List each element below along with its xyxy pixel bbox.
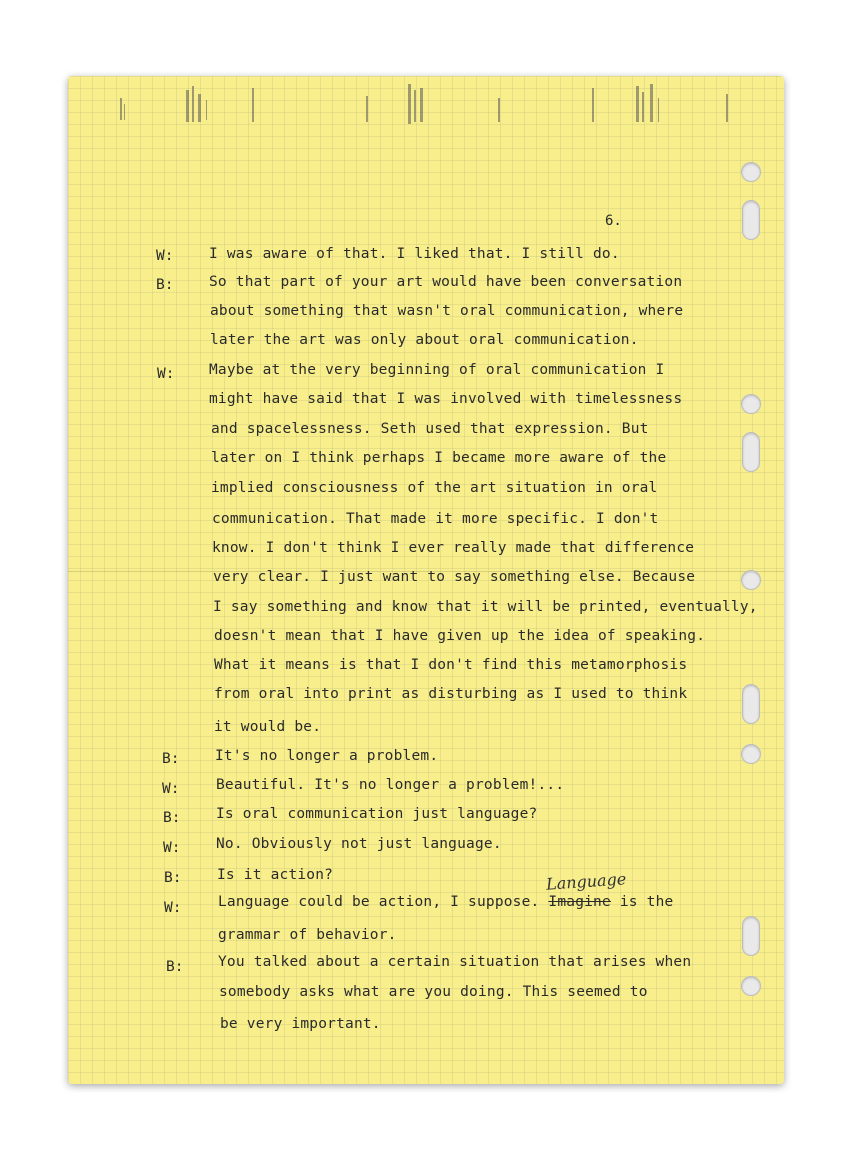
- transcript-line: might have said that I was involved with timelessness: [209, 391, 683, 407]
- speaker-label: B:: [162, 751, 180, 767]
- speaker-label: B:: [166, 959, 184, 975]
- transcript-line: Is it action?: [217, 867, 334, 883]
- transcript-line: grammar of behavior.: [218, 927, 397, 943]
- binder-slot: [742, 432, 760, 472]
- speaker-label: W:: [156, 248, 174, 264]
- transcript-line: I was aware of that. I liked that. I still do.: [209, 246, 620, 262]
- binder-hole: [741, 976, 761, 996]
- speaker-label: W:: [157, 366, 175, 382]
- transcript-line: What it means is that I don't find this metamorphosis: [214, 657, 688, 673]
- transcript-line: and spacelessness. Seth used that expression. But: [211, 421, 649, 437]
- transcript-line: Maybe at the very beginning of oral communication I: [209, 362, 665, 378]
- transcript-line: So that part of your art would have been conversation: [209, 274, 683, 290]
- binder-hole: [741, 570, 761, 590]
- transcript-line: [218, 894, 673, 910]
- speaker-label: B:: [156, 277, 174, 293]
- binder-slot: [742, 916, 760, 956]
- transcript-line: Beautiful. It's no longer a problem!...: [216, 777, 565, 793]
- line-text: Language could be action, I suppose.: [218, 894, 549, 910]
- transcript-line: it would be.: [214, 719, 322, 735]
- line-text: is the: [610, 894, 674, 910]
- transcript-line: You talked about a certain situation that arises when: [218, 954, 692, 970]
- binder-slot: [742, 684, 760, 724]
- speaker-label: W:: [164, 900, 182, 916]
- transcript-line: later on I think perhaps I became more aware of the: [211, 450, 667, 466]
- speaker-label: B:: [164, 870, 182, 886]
- transcript-line: implied consciousness of the art situation in oral: [211, 480, 658, 496]
- binder-hole: [741, 744, 761, 764]
- binder-hole: [741, 162, 761, 182]
- speaker-label: W:: [163, 840, 181, 856]
- transcript-line: later the art was only about oral communication.: [210, 332, 639, 348]
- transcript-line: know. I don't think I ever really made that difference: [212, 540, 695, 556]
- transcript-line: about something that wasn't oral communication, where: [210, 303, 684, 319]
- transcript-line: very clear. I just want to say something else. Because: [213, 569, 696, 585]
- transcript-line: Is oral communication just language?: [216, 806, 538, 822]
- speaker-label: W:: [162, 781, 180, 797]
- binder-slot: [742, 200, 760, 240]
- document-page: [68, 76, 784, 1084]
- transcript-line: I say something and know that it will be printed, eventually,: [213, 599, 758, 615]
- transcript-line: No. Obviously not just language.: [216, 836, 502, 852]
- transcript-line: be very important.: [220, 1016, 381, 1032]
- transcript-line: It's no longer a problem.: [215, 748, 439, 764]
- struck-word: Imagine: [548, 894, 611, 910]
- handwritten-correction: Language: [545, 869, 627, 894]
- transcript-line: doesn't mean that I have given up the idea of speaking.: [214, 628, 706, 644]
- page-number: 6.: [605, 213, 622, 229]
- binder-hole: [741, 394, 761, 414]
- transcript-line: from oral into print as disturbing as I used to think: [214, 686, 688, 702]
- transcript-line: somebody asks what are you doing. This seemed to: [219, 984, 648, 1000]
- photocopy-noise: [116, 80, 756, 128]
- speaker-label: B:: [163, 810, 181, 826]
- transcript-line: communication. That made it more specific. I don't: [212, 511, 659, 527]
